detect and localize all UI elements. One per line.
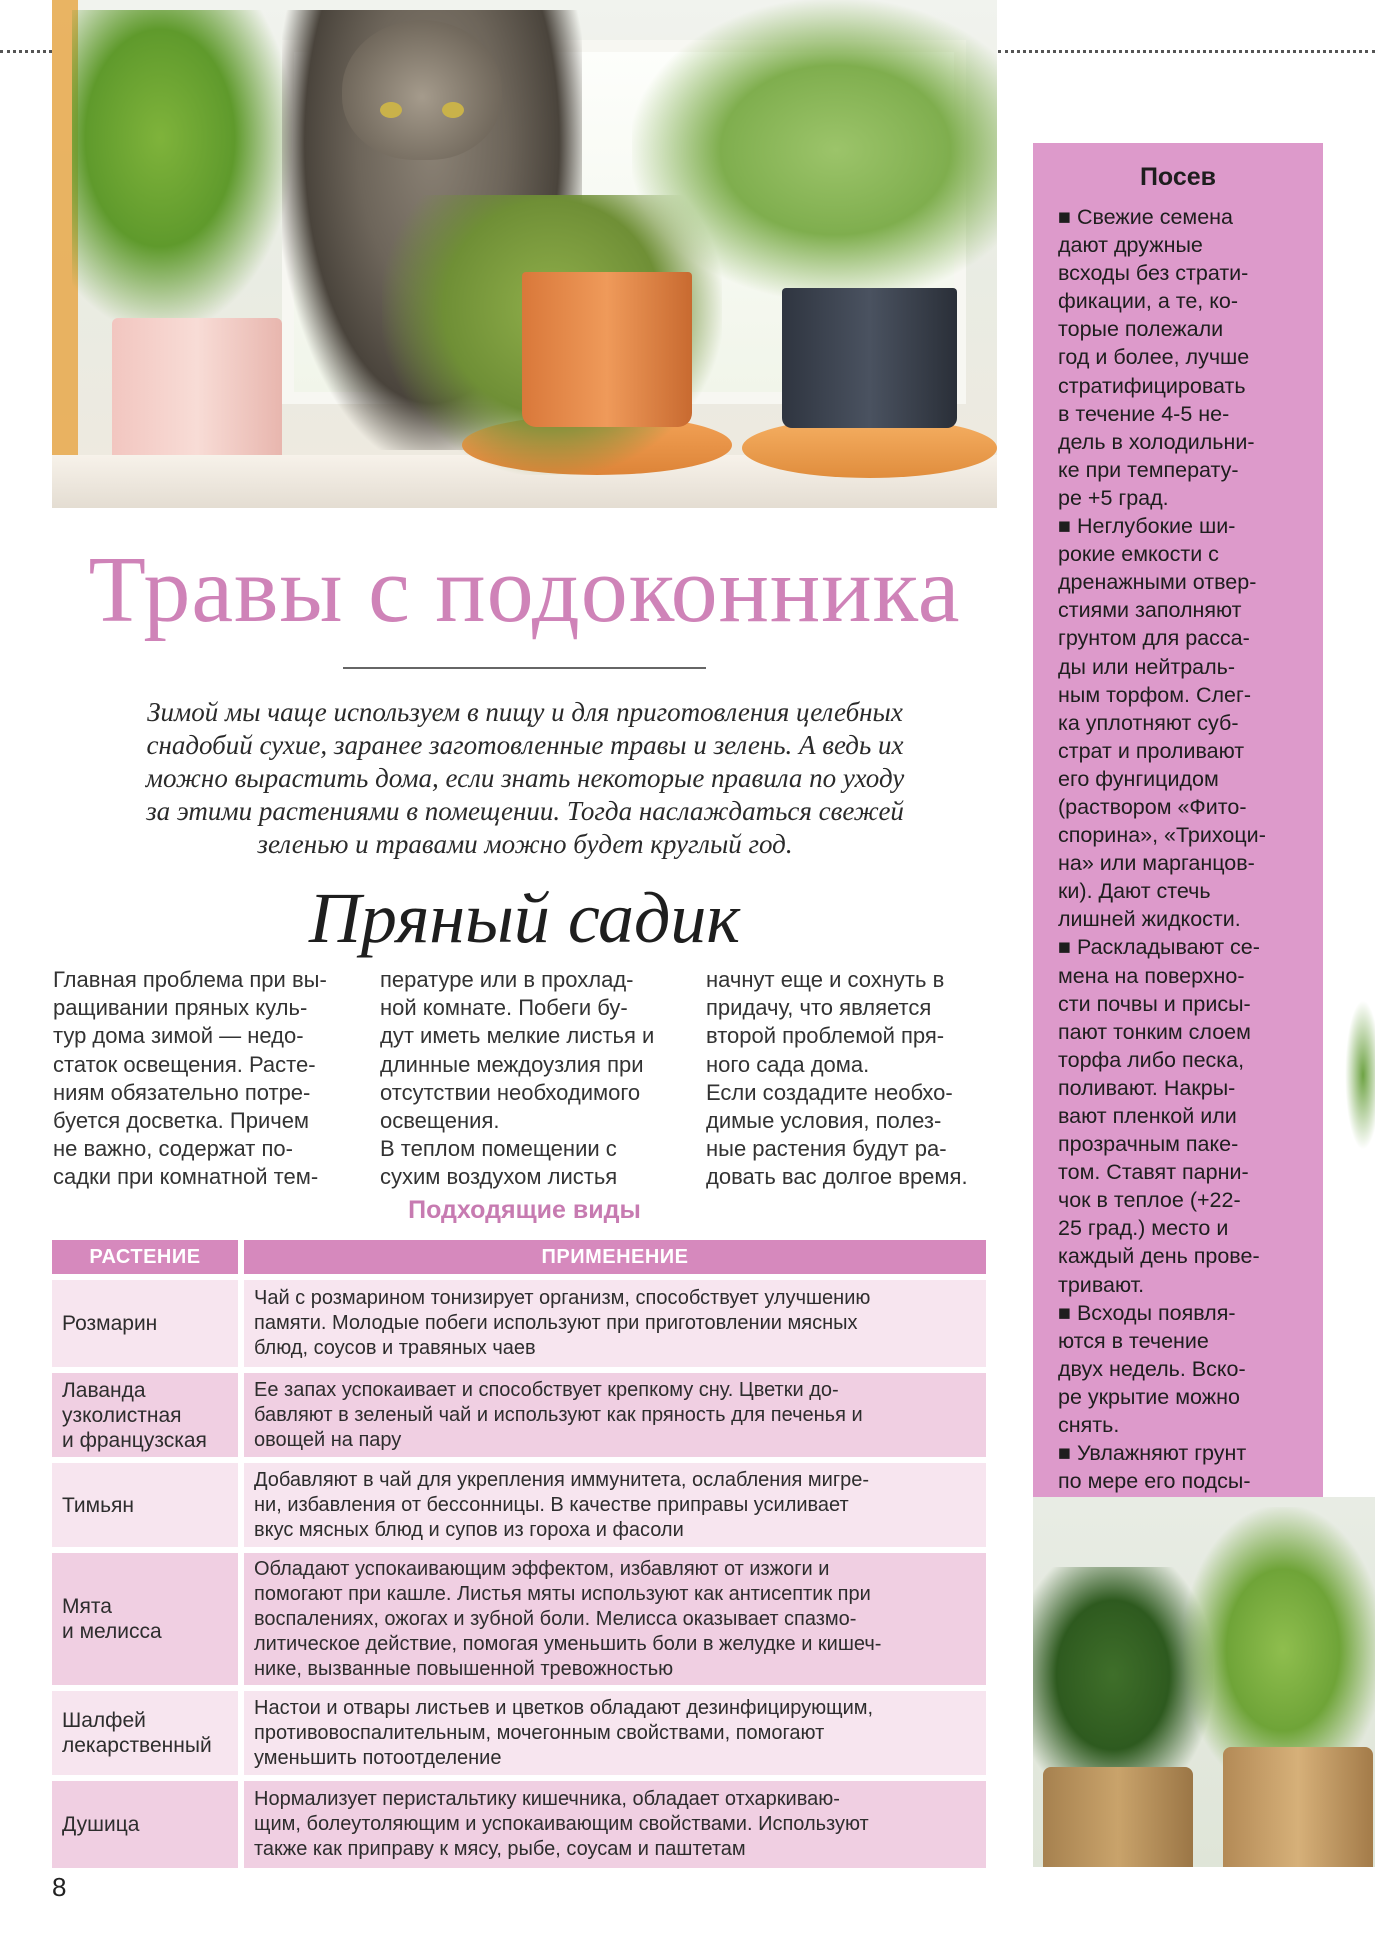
- sidebar-line: всходы без страти-: [1058, 261, 1249, 286]
- sidebar-line: ■ Увлажняют грунт: [1058, 1441, 1247, 1466]
- body-line: Если создадите необхо-: [706, 1079, 953, 1105]
- use-line: Настои и отвары листьев и цветков обладают дезинфицирующим,: [254, 1696, 874, 1719]
- sidebar-line: вают пленкой или: [1058, 1104, 1237, 1128]
- dotted-rule-left: [0, 50, 52, 53]
- body-line: ной комнате. Побеги бу-: [380, 995, 628, 1021]
- plant-name: Розмарин: [62, 1312, 158, 1335]
- table-row: [52, 1553, 986, 1685]
- plant-name: Тимьян: [62, 1493, 134, 1517]
- photo-potted-herbs: [1033, 1497, 1375, 1867]
- use-cell: [244, 1553, 986, 1685]
- sidebar-line: том. Ставят парни-: [1058, 1160, 1249, 1185]
- use-line: вкус мясных блюд и супов из гороха и фасоли: [254, 1518, 684, 1541]
- plant-cell: [52, 1781, 238, 1868]
- body-line: буется досветка. Причем: [53, 1108, 310, 1134]
- body-line: пературе или в прохлад-: [380, 967, 634, 992]
- sidebar-line: фикации, а те, ко-: [1058, 289, 1239, 314]
- body-line: В теплом помещении с: [380, 1136, 617, 1162]
- body-line: ные растения будут ра-: [706, 1136, 947, 1162]
- hero-photo-cat-herbs: [52, 0, 997, 508]
- plant-cell: [52, 1373, 238, 1457]
- title-divider: [343, 667, 706, 669]
- sidebar-line: рокие емкости с: [1058, 542, 1219, 567]
- body-line: освещения.: [380, 1108, 500, 1134]
- body-line: ного сада дома.: [706, 1051, 870, 1077]
- body-line: ращивании пряных куль-: [53, 995, 308, 1021]
- sidebar-line: ке при температу-: [1058, 457, 1239, 482]
- sidebar-line: стиями заполняют: [1058, 598, 1242, 623]
- body-column-2: [380, 966, 675, 1192]
- body-line: димые условия, полез-: [706, 1108, 942, 1134]
- sidebar-line: в течение 4-5 не-: [1058, 401, 1230, 426]
- cat-eye: [442, 102, 464, 118]
- use-line: литическое действие, помогая уменьшить боли в желудке и кишеч-: [254, 1632, 882, 1655]
- plant-cell: [52, 1553, 238, 1685]
- sidebar-line: спорина», «Трихоци-: [1058, 823, 1266, 848]
- sidebar-sowing: [1033, 143, 1323, 1551]
- use-cell: [244, 1781, 986, 1868]
- cat-eye: [380, 102, 402, 118]
- sidebar-line: 25 град.) место и: [1058, 1216, 1229, 1241]
- sidebar-line: грунтом для расса-: [1058, 626, 1250, 651]
- use-line: Добавляют в чай для укрепления иммунитета, ослабления мигре-: [254, 1468, 870, 1491]
- plant-name: и французская: [62, 1428, 207, 1452]
- lead-paragraph: [70, 696, 980, 861]
- plant-name: Лаванда: [62, 1378, 146, 1402]
- use-line: блюд, соусов и травяных чаев: [254, 1337, 536, 1359]
- herbs-table: [46, 1234, 992, 1874]
- sidebar-line: дренажными отвер-: [1058, 570, 1257, 595]
- sidebar-line: чок в теплое (+22-: [1058, 1188, 1241, 1213]
- plant-cell: [52, 1280, 238, 1367]
- sidebar-line: ■ Неглубокие ши-: [1058, 514, 1236, 539]
- sidebar-line: сти почвы и присы-: [1058, 991, 1251, 1016]
- article-title: Травы с подоконника: [88, 538, 961, 642]
- use-line: Ее запах успокаивает и способствует крепкому сну. Цветки до-: [254, 1378, 839, 1401]
- use-line: также как приправу к мясу, рыбе, соусам и паштетам: [254, 1838, 746, 1860]
- use-line: Нормализует перистальтику кишечника, обладает отхаркиваю-: [254, 1788, 840, 1810]
- sidebar-line: лишней жидкости.: [1058, 907, 1241, 932]
- sidebar-text: [1058, 203, 1310, 1523]
- use-line: помогают при кашле. Листья мяты используют как антисептик при: [254, 1582, 871, 1605]
- sidebar-line: страт и проливают: [1058, 738, 1245, 763]
- sidebar-line: на» или марганцов-: [1058, 851, 1255, 876]
- use-line: Чай с розмарином тонизирует организм, способствует улучшению: [254, 1287, 871, 1309]
- plant-cell: [52, 1691, 238, 1775]
- sidebar-line: дель в холодильни-: [1058, 429, 1255, 454]
- plant-name: и мелисса: [62, 1620, 162, 1643]
- dark-pot: [782, 288, 957, 428]
- body-line: начнут еще и сохнуть в: [706, 967, 945, 992]
- column-header-plant: РАСТЕНИЕ: [52, 1240, 238, 1274]
- table-row: [52, 1781, 986, 1868]
- lead-line: зеленью и травами можно будет круглый год.: [257, 829, 793, 859]
- table-row: [52, 1691, 986, 1775]
- cat-head: [342, 20, 502, 160]
- table-row: [52, 1280, 986, 1367]
- body-line: садки при комнатной тем-: [53, 1164, 319, 1190]
- sidebar-line: стратифицировать: [1058, 373, 1246, 398]
- use-cell: [244, 1280, 986, 1367]
- use-line: противовоспалительным, мочегонным свойствами, помогают: [254, 1721, 825, 1744]
- plant-name: Мята: [62, 1595, 112, 1618]
- sidebar-line: двух недель. Вско-: [1058, 1356, 1246, 1381]
- lead-line: за этими растениями в помещении. Тогда наслаждаться свежей: [146, 796, 904, 826]
- table-header-row: [52, 1240, 986, 1274]
- use-line: овощей на пару: [254, 1428, 402, 1451]
- rosemary-plant: [632, 0, 997, 300]
- lead-line: можно вырастить дома, если знать некоторые правила по уходу: [145, 763, 905, 793]
- page-number: 8: [52, 1872, 67, 1902]
- sidebar-line: прозрачным паке-: [1058, 1132, 1239, 1157]
- plant-name: Душица: [62, 1813, 140, 1836]
- sidebar-line: ки). Дают стечь: [1058, 879, 1211, 904]
- column-header-use: ПРИМЕНЕНИЕ: [244, 1240, 986, 1274]
- section-heading: Пряный садик: [308, 878, 741, 958]
- body-column-1: [53, 966, 348, 1192]
- sidebar-line: каждый день прове-: [1058, 1244, 1260, 1269]
- body-line: придачу, что является: [706, 995, 932, 1021]
- body-column-3: [706, 966, 998, 1192]
- table-caption: Подходящие виды: [408, 1196, 641, 1224]
- use-line: нике, вызванные повышенной тревожностью: [254, 1657, 674, 1680]
- body-line: Главная проблема при вы-: [53, 967, 327, 992]
- use-line: щим, болеутоляющим и успокаивающим свойствами. Используют: [254, 1813, 869, 1835]
- body-line: второй проблемой пря-: [706, 1023, 945, 1049]
- edge-plant-leaf: [1345, 1000, 1375, 1150]
- use-line: бавляют в зеленый чай и используют как пряность для печенья и: [254, 1403, 863, 1426]
- body-line: статок освещения. Расте-: [53, 1051, 316, 1077]
- sidebar-line: ре +5 град.: [1058, 485, 1169, 510]
- kraft-paper-pot: [1043, 1767, 1193, 1867]
- use-line: воспалениях, ожогах и зубной боли. Мелисса оказывает спазмо-: [254, 1607, 857, 1630]
- sidebar-line: ются в течение: [1058, 1328, 1209, 1353]
- sidebar-line: ка уплотняют суб-: [1058, 710, 1239, 735]
- sidebar-line: его фунгицидом: [1058, 766, 1219, 791]
- sidebar-line: дают дружные: [1058, 233, 1203, 258]
- sidebar-title: Посев: [1139, 163, 1217, 191]
- sidebar-line: (раствором «Фито-: [1058, 794, 1247, 819]
- body-line: дут иметь мелкие листья и: [380, 1023, 655, 1049]
- plant-name: лекарственный: [62, 1734, 212, 1757]
- pink-pot: [112, 318, 282, 470]
- sidebar-line: торфа либо песка,: [1058, 1047, 1245, 1072]
- body-line: сухим воздухом листья: [380, 1164, 618, 1190]
- lead-line: Зимой мы чаще используем в пищу и для приготовления целебных: [147, 697, 903, 727]
- table-row: [52, 1463, 986, 1547]
- sidebar-line: ным торфом. Слег-: [1058, 682, 1252, 707]
- sidebar-line: ■ Свежие семена: [1058, 205, 1233, 229]
- body-line: длинные междоузлия при: [380, 1051, 644, 1077]
- lead-line: снадобий сухие, заранее заготовленные травы и зелень. А ведь их: [146, 730, 904, 760]
- plant-name: Шалфей: [62, 1709, 146, 1732]
- use-cell: [244, 1463, 986, 1547]
- dotted-rule-right: [998, 50, 1375, 53]
- use-line: уменьшить потоотделение: [254, 1746, 502, 1769]
- body-line: отсутствии необходимого: [380, 1079, 641, 1105]
- sidebar-line: ■ Раскладывают се-: [1058, 935, 1260, 960]
- body-line: тур дома зимой — недо-: [53, 1023, 304, 1049]
- body-line: ниям обязательно потре-: [53, 1079, 311, 1105]
- sidebar-line: мена на поверхно-: [1058, 963, 1245, 988]
- sidebar-line: торые полежали: [1058, 317, 1224, 342]
- body-line: довать вас долгое время.: [706, 1164, 968, 1190]
- use-line: памяти. Молодые побеги используют при приготовлении мясных: [254, 1312, 858, 1334]
- basil-plant: [72, 10, 292, 330]
- plant-cell: [52, 1463, 238, 1547]
- use-cell: [244, 1373, 986, 1457]
- use-line: Обладают успокаивающим эффектом, избавляют от изжоги и: [254, 1557, 830, 1580]
- sidebar-line: год и более, лучше: [1058, 345, 1250, 370]
- sidebar-line: пают тонким слоем: [1058, 1019, 1251, 1044]
- sidebar-line: тривают.: [1058, 1272, 1145, 1297]
- kraft-paper-pot: [1223, 1747, 1373, 1867]
- chives-plant: [1183, 1507, 1375, 1767]
- body-line: не важно, содержат по-: [53, 1136, 293, 1162]
- sidebar-line: ре укрытие можно: [1058, 1384, 1240, 1409]
- sidebar-line: по мере его подсы-: [1058, 1469, 1251, 1494]
- sidebar-line: ды или нейтраль-: [1058, 654, 1236, 679]
- use-line: ни, избавления от бессонницы. В качестве приправы усиливает: [254, 1493, 849, 1516]
- sidebar-line: поливают. Накры-: [1058, 1075, 1236, 1100]
- sidebar-line: снять.: [1058, 1413, 1120, 1438]
- sidebar-line: ■ Всходы появля-: [1058, 1300, 1236, 1325]
- table-row: [52, 1373, 986, 1457]
- use-cell: [244, 1691, 986, 1775]
- plant-name: узколистная: [62, 1403, 182, 1427]
